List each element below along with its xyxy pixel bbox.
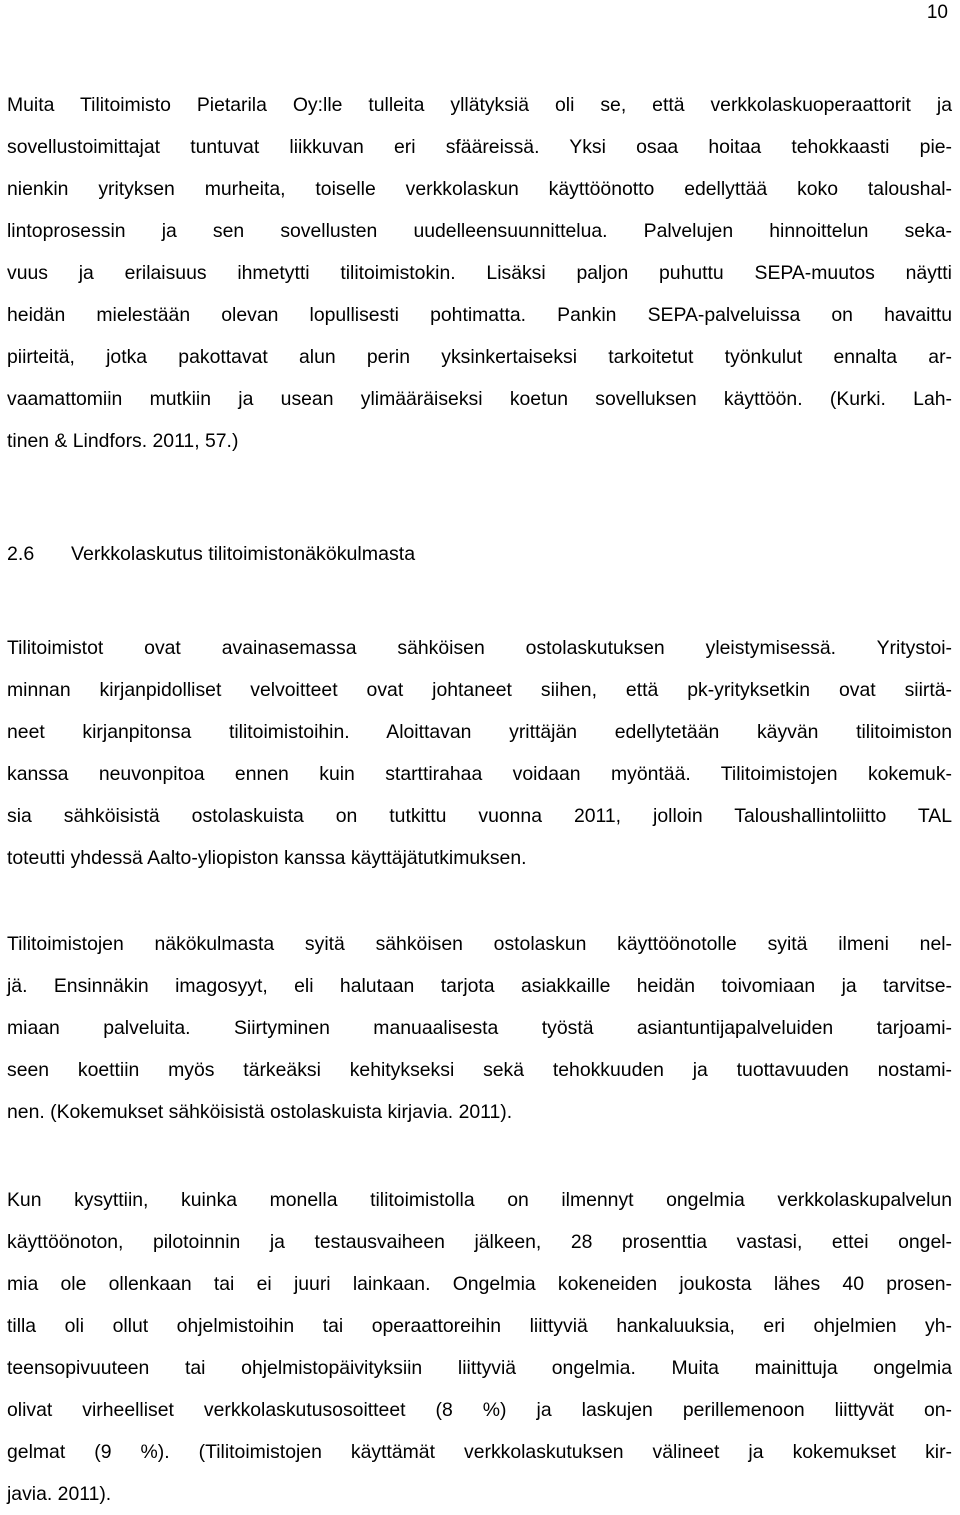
text-line: teensopivuuteen tai ohjelmistopäivityksiin liittyviä ongelmia. Muita mainittuja ongelmia [7,1357,952,1379]
text-line: kanssa neuvonpitoa ennen kuin starttirahaa voidaan myöntää. Tilitoimistojen kokemuk- [7,763,952,785]
text-line: olivat virheelliset verkkolaskutusosoitteet (8 %) ja laskujen perillemenoon liittyvät on- [7,1399,952,1421]
text-line: käyttöönoton, pilotoinnin ja testausvaiheen jälkeen, 28 prosenttia vastasi, ettei ongel- [7,1231,952,1253]
text-line: javia. 2011). [7,1483,112,1505]
text-line: jä. Ensinnäkin imagosyyt, eli halutaan tarjota asiakkaille heidän toivomiaan ja tarvitse- [7,975,952,997]
text-line: sia sähköisistä ostolaskuista on tutkittu vuonna 2011, jolloin Taloushallintoliitto TAL [7,805,952,827]
text-line: vaamattomiin mutkiin ja usean ylimääräiseksi koetun sovelluksen käyttöön. (Kurki. Lah- [7,388,952,410]
text-line: gelmat (9 %). (Tilitoimistojen käyttämät verkkolaskutuksen välineet ja kokemukset kir- [7,1441,952,1463]
text-line: piirteitä, jotka pakottavat alun perin yksinkertaiseksi tarkoitetut työnkulut ennalta ar- [7,346,952,368]
text-line: vuus ja erilaisuus ihmetytti tilitoimistokin. Lisäksi paljon puhuttu SEPA-muutos näytti [7,262,952,284]
text-line: mia ole ollenkaan tai ei juuri lainkaan. Ongelmia kokeneiden joukosta lähes 40 prosen- [7,1273,952,1295]
text-line: seen koettiin myös tärkeäksi kehitykseksi sekä tehokkuuden ja tuottavuuden nostami- [7,1059,952,1081]
page-number: 10 [926,2,948,23]
text-line: minnan kirjanpidolliset velvoitteet ovat johtaneet siihen, että pk-yrityksetkin ovat siirtä- [7,679,952,701]
text-line: tilla oli ollut ohjelmistoihin tai operaattoreihin liittyviä hankaluuksia, eri ohjelmien yh- [7,1315,952,1337]
text-line: toteutti yhdessä Aalto-yliopiston kanssa käyttäjätutkimuksen. [7,847,527,869]
section-heading-number: 2.6 [7,543,35,565]
section-heading-title: Verkkolaskutus tilitoimistonäkökulmasta [71,543,416,565]
text-line: heidän mielestään olevan lopullisesti pohtimatta. Pankin SEPA-palveluissa on havaittu [7,304,952,326]
text-line: Tilitoimistojen näkökulmasta syitä sähköisen ostolaskun käyttöönotolle syitä ilmeni nel- [7,933,952,955]
text-line: miaan palveluita. Siirtyminen manuaalisesta työstä asiantuntijapalveluiden tarjoami- [7,1017,952,1039]
text-line: neet kirjanpitonsa tilitoimistoihin. Aloittavan yrittäjän edellytetään käyvän tilitoimiston [7,721,952,743]
text-line: tinen & Lindfors. 2011, 57.) [7,430,239,452]
text-line: Tilitoimistot ovat avainasemassa sähköisen ostolaskutuksen yleistymisessä. Yritystoi- [7,637,952,659]
text-line: nienkin yrityksen murheita, toiselle verkkolaskun käyttöönotto edellyttää koko taloushal- [7,178,952,200]
text-line: Muita Tilitoimisto Pietarila Oy:lle tulleita yllätyksiä oli se, että verkkolaskuoperaattorit ja [7,94,952,116]
text-line: Kun kysyttiin, kuinka monella tilitoimistolla on ilmennyt ongelmia verkkolaskupalvelun [7,1189,952,1211]
text-line: lintoprosessin ja sen sovellusten uudelleensuunnittelua. Palvelujen hinnoittelun seka- [7,220,952,242]
section-heading [7,540,415,568]
text-line: sovellustoimittajat tuntuvat liikkuvan eri sfääreissä. Yksi osaa hoitaa tehokkaasti pie- [7,136,952,158]
text-line: nen. (Kokemukset sähköisistä ostolaskuista kirjavia. 2011). [7,1101,513,1123]
